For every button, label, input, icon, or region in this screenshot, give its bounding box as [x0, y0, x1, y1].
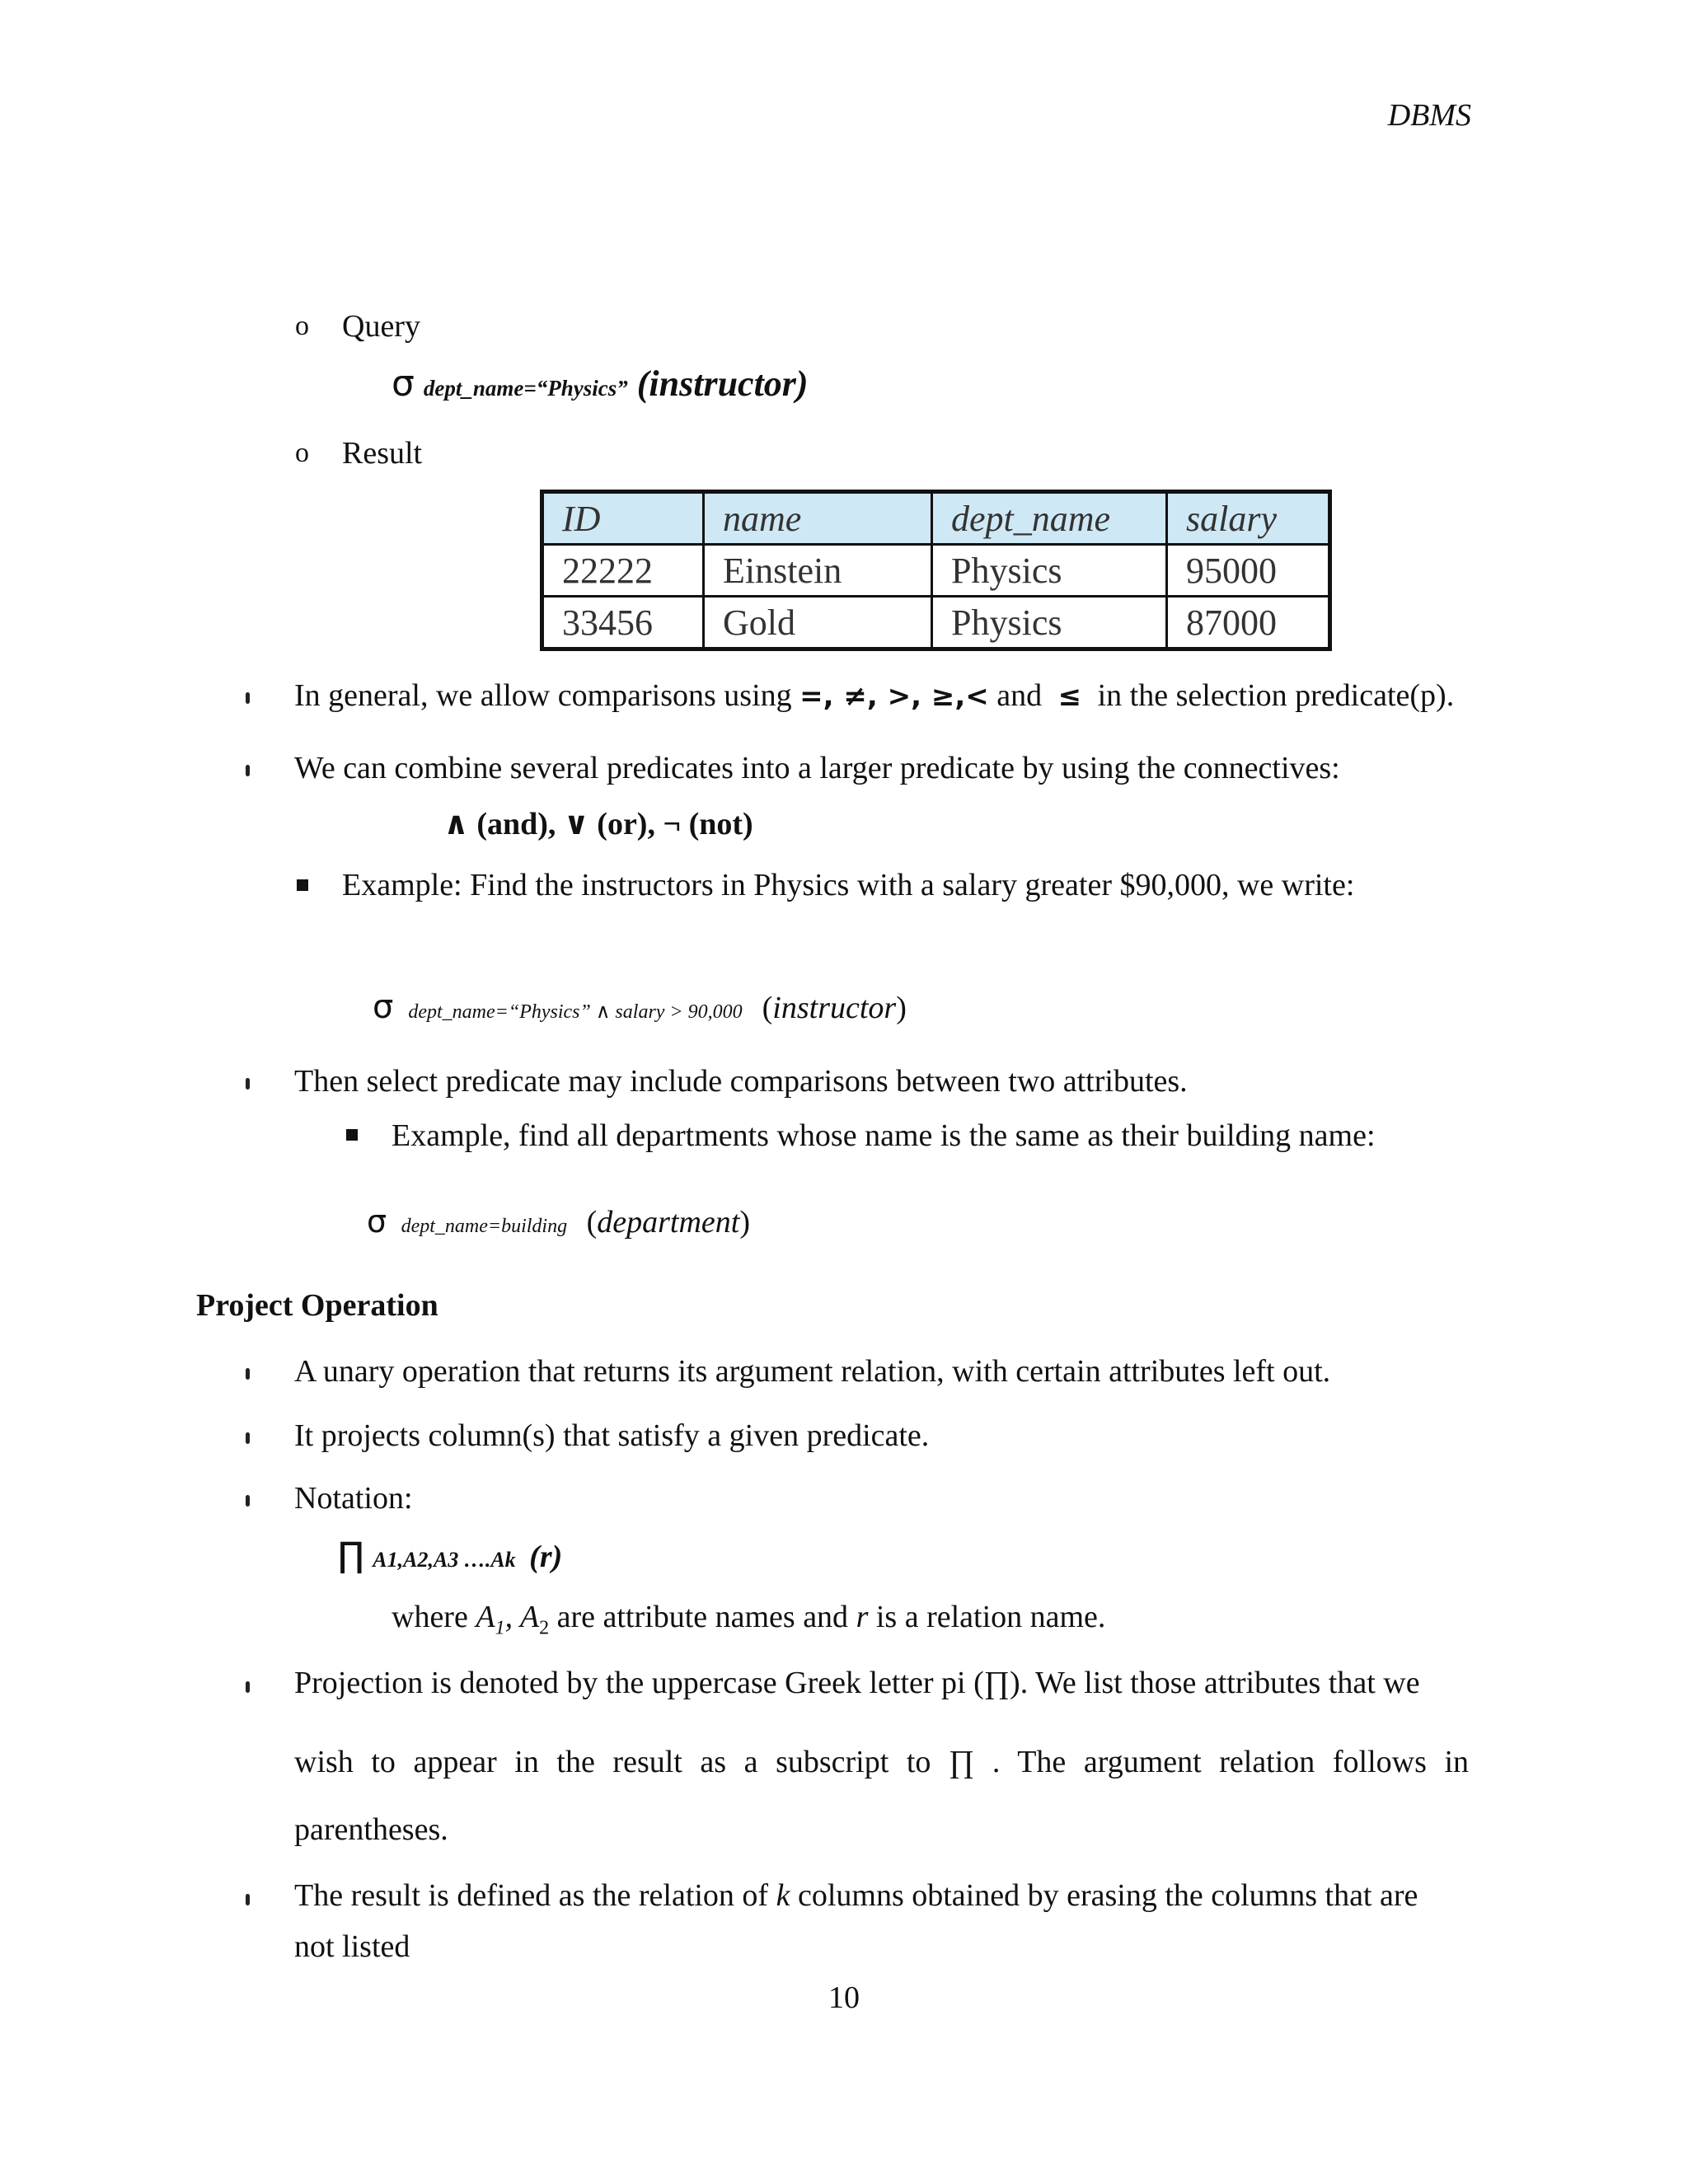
text-span: where: [392, 1600, 476, 1634]
text-span: in the selection predicate(p).: [1090, 678, 1455, 713]
relation-r: r: [856, 1600, 869, 1634]
text-span: In general, we allow comparisons using: [294, 678, 800, 713]
page-header-title: DBMS: [1387, 98, 1471, 133]
table-cell: 87000: [1167, 597, 1330, 649]
example1-text: Example: Find the instructors in Physics with a salary greater $90,000, we write:: [342, 868, 1355, 902]
text-span: columns obtained by erasing the columns that are: [790, 1878, 1418, 1913]
text-span: ,: [504, 1600, 520, 1634]
square-bullet-icon: [297, 879, 308, 891]
column-header: salary: [1167, 492, 1330, 545]
bullet-icon: [246, 692, 250, 704]
then-select-text: Then select predicate may include comparisons between two attributes.: [294, 1064, 1188, 1099]
paren: ): [896, 991, 907, 1025]
notation-argument: (r): [529, 1540, 563, 1574]
table-cell: Gold: [704, 597, 932, 649]
example1-argument: instructor: [772, 991, 897, 1025]
square-bullet-icon: [346, 1129, 358, 1141]
bullet-icon: [246, 765, 250, 776]
sigma-symbol: σ: [392, 363, 415, 405]
text-span: is a relation name.: [868, 1600, 1106, 1634]
projection-line-1: Projection is denoted by the uppercase Greek letter pi (∏). We list those attributes that we: [294, 1666, 1420, 1700]
table-cell: Physics: [932, 597, 1167, 649]
bullet-icon: [246, 1894, 250, 1905]
table-cell: Einstein: [704, 545, 932, 597]
where-text: [392, 1599, 1105, 1640]
projection-line-3: parentheses.: [294, 1812, 448, 1847]
table-cell: 95000: [1167, 545, 1330, 597]
operator-le: ≤: [1057, 680, 1082, 713]
sigma-symbol: σ: [367, 1203, 387, 1240]
project-bullet-1: A unary operation that returns its argument relation, with certain attributes left out.: [294, 1354, 1331, 1389]
bullet-icon: [246, 1368, 250, 1380]
table-cell: Physics: [932, 545, 1167, 597]
bullet-icon: [246, 1078, 250, 1090]
bullet-icon: [246, 1432, 250, 1444]
subscript: 2: [539, 1617, 550, 1639]
table-cell: 22222: [542, 545, 704, 597]
connectives-text: ∧ (and), ∨ (or), ¬ (not): [443, 807, 753, 841]
table-row: [542, 597, 1330, 649]
example2-argument: department: [597, 1205, 740, 1240]
example1-expression: [373, 987, 907, 1026]
comparisons-text: [294, 677, 1454, 715]
subscript: 1: [495, 1617, 505, 1639]
projection-line-2: wish to appear in the result as a subscript to ∏ . The argument relation follows in: [294, 1745, 1469, 1779]
example2-text: Example, find all departments whose name is the same as their building name:: [392, 1118, 1376, 1153]
project-bullet-2: It projects column(s) that satisfy a given predicate.: [294, 1418, 930, 1453]
attr-a2: A: [519, 1600, 540, 1634]
result-label: Result: [342, 436, 423, 471]
paren: (: [586, 1205, 598, 1240]
result-defined-text: [294, 1877, 1418, 1915]
result-defined-line-2: not listed: [294, 1929, 410, 1964]
example2-subscript: dept_name=building: [401, 1216, 568, 1237]
example1-subscript: dept_name=“Physics” ∧ salary > 90,000: [408, 1001, 743, 1023]
project-bullet-3: Notation:: [294, 1481, 413, 1516]
k-variable: k: [776, 1878, 790, 1913]
text-span: The result is defined as the relation of: [294, 1878, 776, 1913]
paren: (: [762, 991, 773, 1025]
column-header: dept_name: [932, 492, 1167, 545]
page-number: 10: [828, 1980, 860, 2015]
bullet-icon: [246, 1681, 250, 1693]
result-table: [540, 490, 1332, 651]
text-span: and: [988, 678, 1050, 713]
table-header-row: [542, 492, 1330, 545]
paren: ): [739, 1205, 750, 1240]
query-expression: [392, 363, 809, 405]
table-cell: 33456: [542, 597, 704, 649]
circle-bullet-icon: o: [295, 311, 309, 341]
query-subscript: dept_name=“Physics”: [423, 376, 628, 401]
pi-symbol: ∏: [338, 1535, 364, 1575]
section-heading: Project Operation: [196, 1288, 438, 1323]
query-label: Query: [342, 309, 420, 344]
bullet-icon: [246, 1495, 250, 1507]
circle-bullet-icon: o: [295, 438, 309, 468]
table-row: [542, 545, 1330, 597]
query-argument: (instructor): [636, 363, 809, 404]
combine-text: We can combine several predicates into a larger predicate by using the connectives:: [294, 751, 1340, 785]
notation-subscript: A1,A2,A3 ….Ak: [373, 1548, 516, 1572]
projection-notation: [338, 1535, 562, 1576]
column-header: name: [704, 492, 932, 545]
sigma-symbol: σ: [373, 988, 394, 1026]
example2-expression: [367, 1203, 750, 1240]
attr-a1: A: [476, 1600, 495, 1634]
text-span: are attribute names and: [549, 1600, 856, 1634]
column-header: ID: [542, 492, 704, 545]
operators-text: =, ≠, >, ≥,<: [799, 680, 989, 713]
